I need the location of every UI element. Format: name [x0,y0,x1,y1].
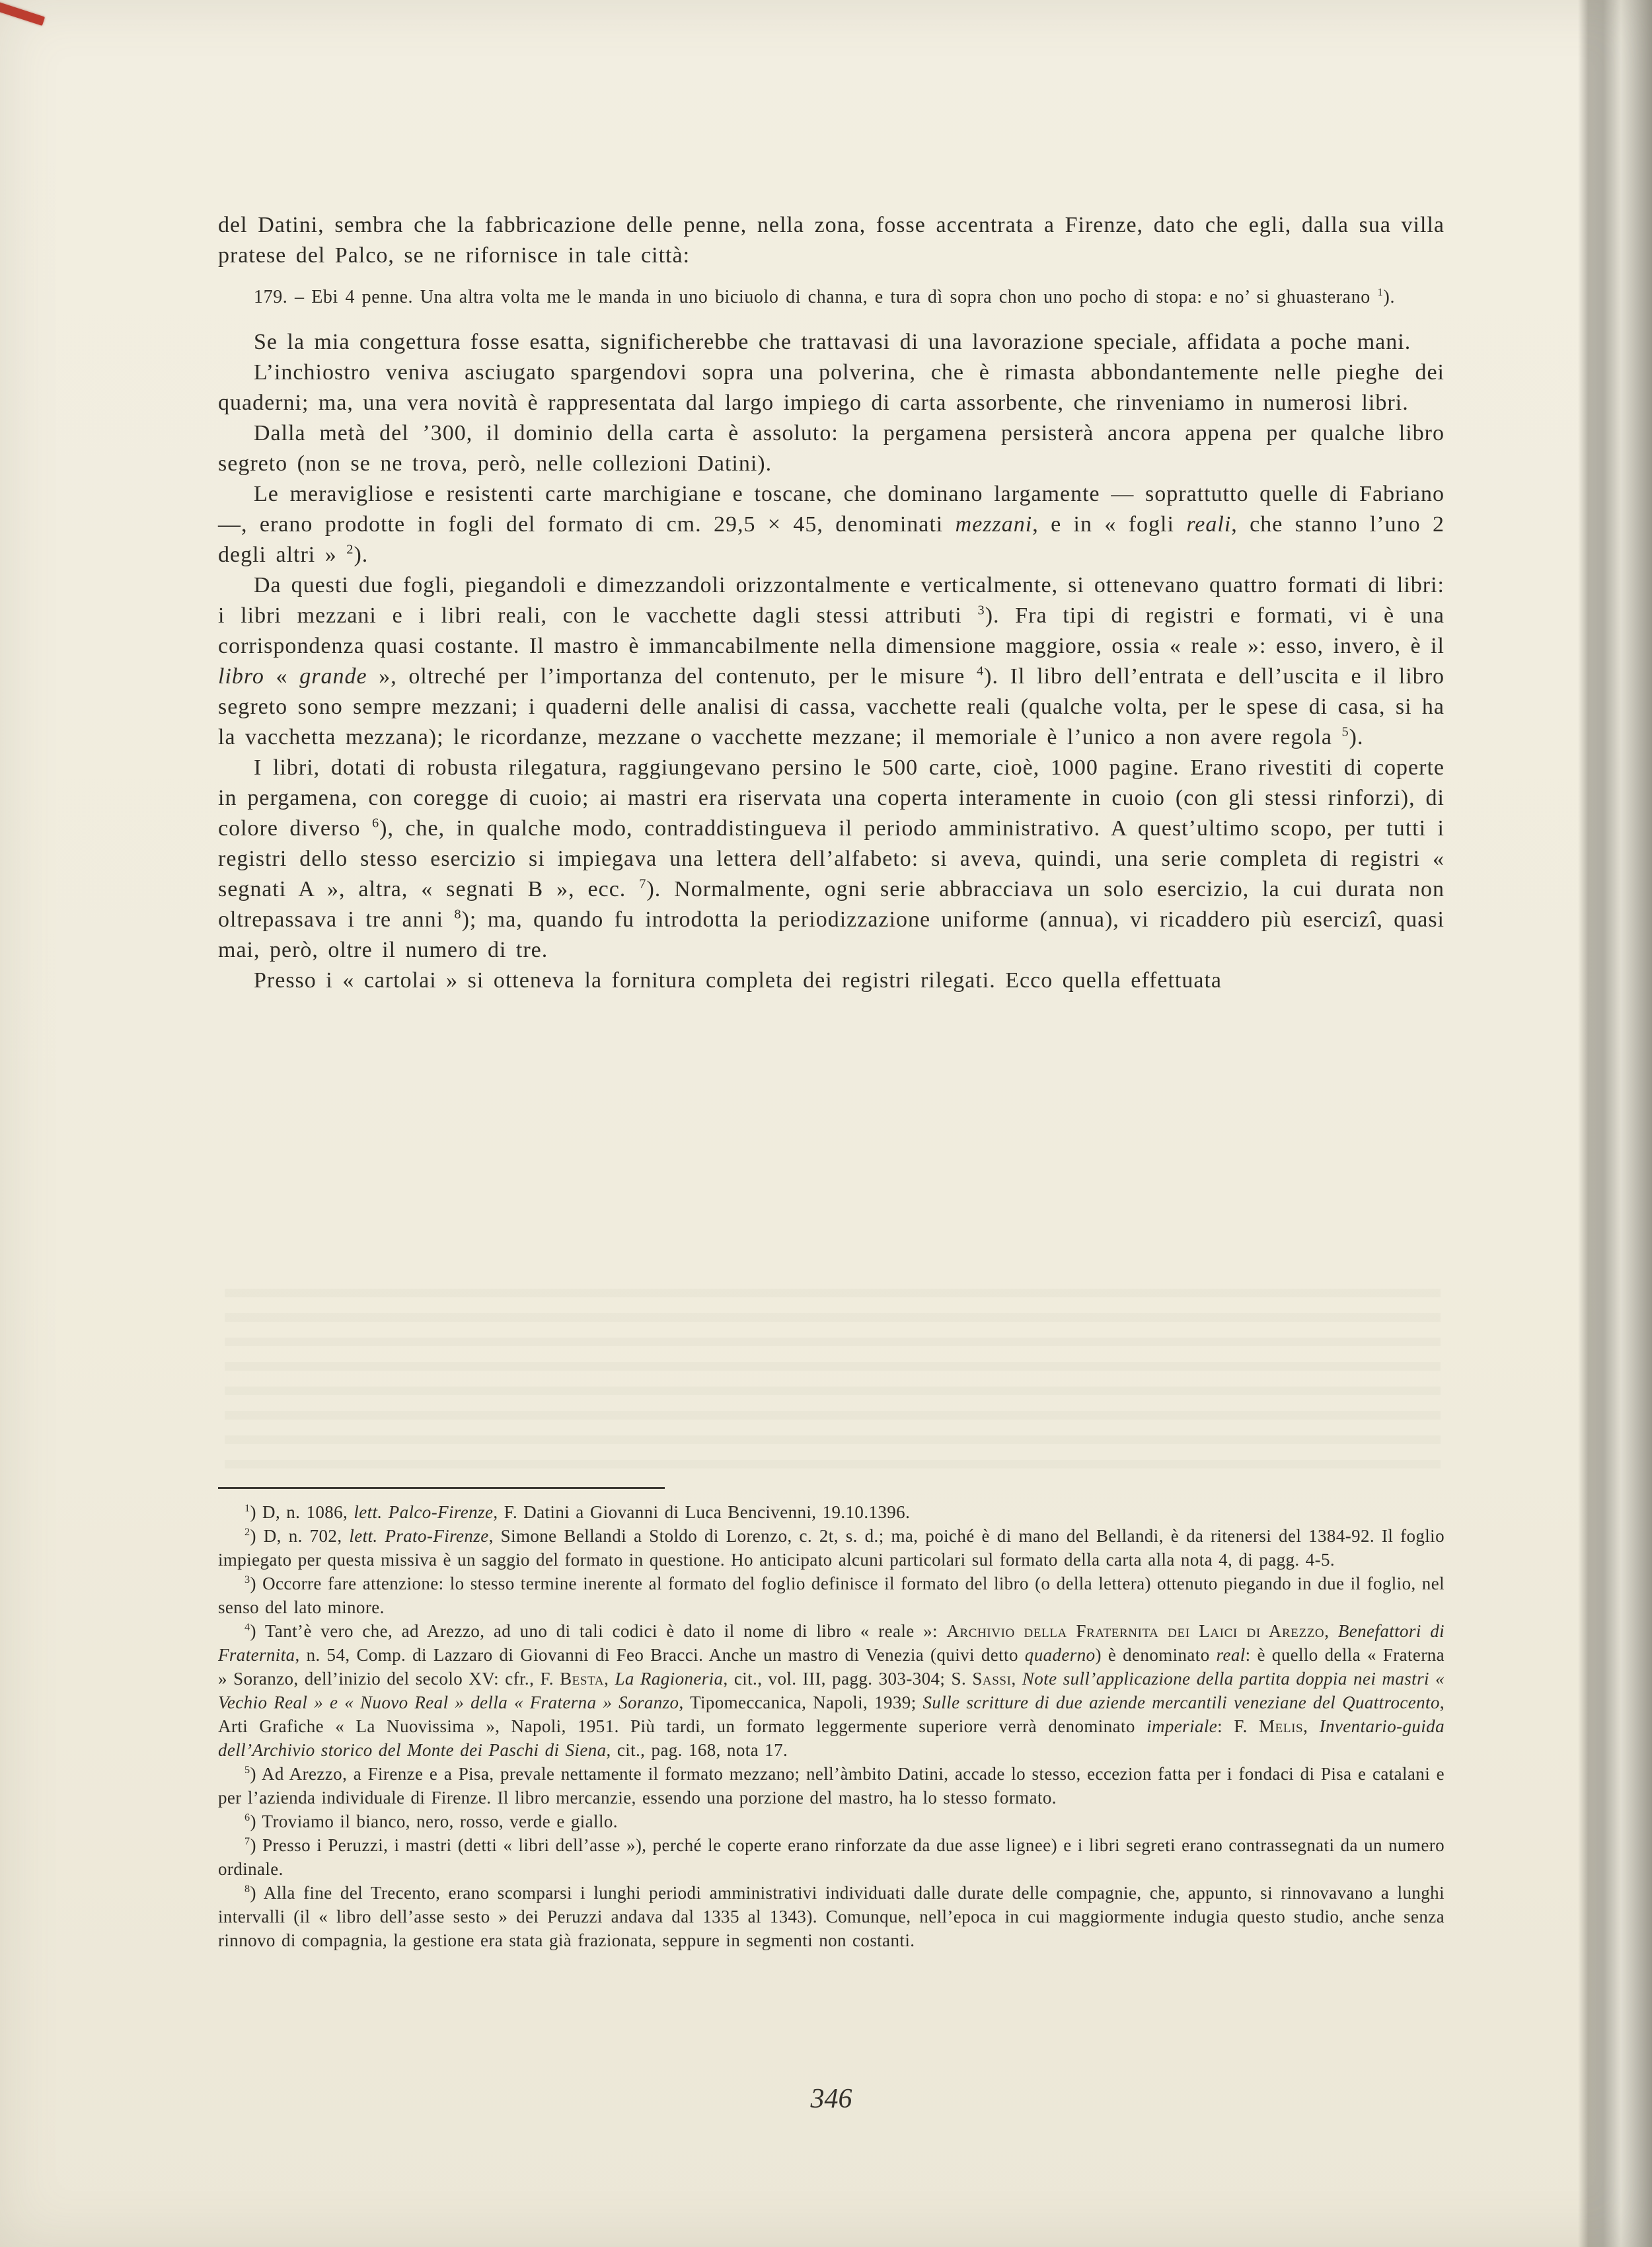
footnote-4 [218,1619,1445,1762]
text-run: , cit., vol. III, pagg. 303-304; S. [723,1669,973,1689]
text-run: ). [1349,725,1364,749]
text-run: », oltreché per l’importanza del contenuto, per le misure [367,664,977,689]
text-run: Note sull’applicazione della partita doppia nei mastri « Vechio Real » e « Nuovo Real » della « Fraterna » Soranzo [218,1669,1445,1712]
text-run: ) Presso i Peruzzi, i mastri (detti « libri dell’asse »), perché le coperte erano rinforzate da due asse lignee) e i libri segreti erano contrassegnati da un numero ordinale. [218,1835,1445,1879]
text-run: , e in « fogli [1032,512,1187,537]
text-run: , Simone Bellandi a Stoldo di Lorenzo, c. 2t, s. d.; ma, poiché è di mano del Bellandi, è da ritenersi del 1384-92. Il foglio impiegato per questa missiva è un saggio del formato in questione. Ho anticipato alcuni particolari sul formato della carta alla nota 4, di pagg. 4-5. [218,1526,1445,1570]
text-run: ) Troviamo il bianco, nero, rosso, verde e giallo. [250,1811,618,1831]
text-run: , cit., pag. 168, nota 17. [606,1740,788,1760]
text-run: grande [299,664,367,689]
text-run: reali [1186,512,1232,537]
text-run: lett. Prato-Firenze [349,1526,489,1546]
reverse-side-show-through [225,1289,1441,1477]
text-run: , [1324,1621,1338,1641]
text-run: , n. 54, Comp. di Lazzaro di Giovanni di Feo Bracci. Anche un mastro di Venezia (quivi detto [295,1645,1025,1665]
text-run: ) Ad Arezzo, a Firenze e a Pisa, prevale nettamente il formato mezzano; nell’àmbito Datini, accade lo stesso, eccezion fatta per i fondaci di Pisa e catalani e per l’azienda individuale di Firenze. Il libro mercanzie, essendo una porzione del mastro, ha lo stesso formato. [218,1764,1445,1808]
footnote-1 [218,1500,1445,1524]
footnote-reference: 8 [244,1883,250,1895]
paragraph [218,966,1445,996]
footnote-6 [218,1809,1445,1833]
text-run: , che stanno l’uno 2 degli altri » [218,512,1445,567]
footnote-reference: 6 [371,816,380,831]
text-run: Sulle scritture di due aziende mercantili veneziane del Quattrocento [922,1693,1440,1712]
text-run: ) D, n. 702, [250,1526,350,1546]
footnote-reference: 1 [1377,286,1384,299]
text-run: ) Tant’è vero che, ad Arezzo, ad uno di tali codici è dato il nome di libro « reale »: [250,1621,947,1641]
text-run: ). Fra tipi di registri e formati, vi è una corrispondenza quasi costante. Il mastro è immancabilmente nella dimensione maggiore, ossia « reale »: esso, invero, è il [218,603,1445,658]
footnote-7 [218,1833,1445,1881]
text-run: Dalla metà del ’300, il dominio della carta è assoluto: la pergamena persisterà ancora appena per qualche libro segreto (non se ne trova, però, nelle collezioni Datini). [218,421,1445,476]
text-run: ) è denominato [1095,1645,1217,1665]
text-run: : F. [1217,1716,1259,1736]
book-edge-scan-strip [1578,0,1652,2247]
text-run: ). Normalmente, ogni serie abbracciava un solo esercizio, la cui durata non oltrepassava i tre anni [218,877,1445,932]
text-run: ) D, n. 1086, [250,1502,354,1522]
footnote-reference: 3 [244,1574,250,1585]
text-run: lett. Palco-Firenze [354,1502,494,1522]
text-run: : è quello della « Fraterna » Soranzo, dell’inizio del secolo XV: cfr., F. [218,1645,1445,1689]
footnote-reference: 7 [244,1835,250,1847]
text-run: del Datini, sembra che la fabbricazione delle penne, nella zona, fosse accentrata a Firenze, dato che egli, dalla sua villa pratese del Palco, se ne rifornisce in tale città: [218,213,1445,268]
text-run: , [1011,1669,1022,1689]
footnote-2 [218,1524,1445,1572]
text-run: Se la mia congettura fosse esatta, significherebbe che trattavasi di una lavorazione speciale, affidata a poche mani. [254,330,1411,354]
text-run: ). [354,543,369,567]
paragraph [218,418,1445,479]
text-run: Archivio della Fraternita dei Laici di Arezzo [946,1621,1325,1641]
text-run: Melis [1259,1716,1304,1736]
footnote-reference: 7 [639,876,647,892]
text-run: ) Occorre fare attenzione: lo stesso termine inerente al formato del foglio definisce il formato del libro (o della lettera) ottenuto piegando in due il foglio, nel senso del lato minore. [218,1574,1445,1617]
footnote-reference: 2 [244,1526,250,1538]
quoted-source-179 [218,283,1445,311]
text-run: ) Alla fine del Trecento, erano scomparsi i lunghi periodi amministrativi individuati dalle durate delle compagnie, che, appunto, si rinnovavano a lunghi intervalli (il « libro dell’asse sesto » dei Peruzzi andava dal 1335 al 1343). Comunque, nell’epoca in cui maggiormente indugia questo studio, anche senza rinnovo di compagnia, la gestione era stata già frazionata, seppure in segmenti non costanti. [218,1883,1445,1950]
footnote-5 [218,1762,1445,1809]
text-run: Besta [560,1669,605,1689]
text-run: , Tipomeccanica, Napoli, 1939; [679,1693,923,1712]
text-run: mezzani [955,512,1033,537]
footnote-reference: 8 [454,907,462,922]
footnote-reference: 3 [977,603,985,618]
page-number: 346 [810,2084,852,2114]
footnote-reference: 1 [244,1502,250,1514]
text-run: La Ragioneria [615,1669,724,1689]
text-run: ). [1383,287,1396,307]
text-run: quaderno [1024,1645,1096,1665]
text-run: , [604,1669,615,1689]
text-run: libro [218,664,264,689]
text-run: 179. – Ebi 4 penne. Una altra volta me le manda in uno biciuolo di channa, e tura dì sopra chon uno pocho di stopa: e no’ si ghuasterano [254,287,1378,307]
footnote-reference: 6 [244,1811,250,1823]
paragraph [218,327,1445,358]
paragraph [218,570,1445,753]
text-run: « [264,664,300,689]
text-run: L’inchiostro veniva asciugato spargendovi sopra una polverina, che è rimasta abbondantemente nelle pieghe dei quaderni; ma, una vera novità è rappresentata dal largo impiego di carta assorbente, che rinveniamo in numerosi libri. [218,360,1445,415]
body-text-column [218,210,1445,996]
text-run: Le meravigliose e resistenti carte marchigiane e toscane, che dominano largamente — soprattutto quelle di Fabriano —, erano prodotte in fogli del formato di cm. 29,5 × 45, denominati [218,482,1445,537]
footnote-reference: 5 [244,1764,250,1776]
footnote-3 [218,1572,1445,1619]
text-run: , Arti Grafiche « La Nuovissima », Napoli, 1951. Più tardi, un formato leggermente superiore verrà denominato [218,1693,1445,1736]
paragraph-continuation [218,210,1445,271]
paragraph [218,753,1445,966]
footnotes-block [218,1500,1445,1952]
text-run: real [1216,1645,1246,1665]
text-run: , [1303,1716,1320,1736]
text-run: ); ma, quando fu introdotta la periodizzazione uniforme (annua), vi ricaddero più esercizî, quasi mai, però, oltre il numero di tre. [218,907,1445,962]
footnote-reference: 4 [244,1621,250,1633]
text-run: ), che, in qualche modo, contraddistingueva il periodo amministrativo. A quest’ultimo scopo, per tutti i registri dello stesso esercizio si impiegava una lettera dell’alfabeto: si aveva, quindi, una serie completa di registri « segnati A », altra, « segnati B », ecc. [218,816,1445,901]
red-corner-mark [0,1,45,26]
footnote-reference: 5 [1341,724,1349,740]
footnote-separator-rule [218,1487,665,1489]
text-run: I libri, dotati di robusta rilegatura, raggiungevano persino le 500 carte, cioè, 1000 pagine. Erano rivestiti di coperte in pergamena, con coregge di cuoio; ai mastri era riservata una coperta interamente in cuoio (con gli stessi rinforzi), di colore diverso [218,755,1445,841]
paragraph [218,479,1445,570]
text-run: ). Il libro dell’entrata e dell’uscita e il libro segreto sono sempre mezzani; i quaderni delle analisi di cassa, vacchette reali (qualche volta, per le spese di casa, si ha la vacchetta mezzana); le ricordanze, mezzane o vacchette mezzane; il memoriale è l’unico a non avere regola [218,664,1445,749]
text-run: Inventario-guida dell’Archivio storico del Monte dei Paschi di Siena [218,1716,1445,1760]
text-run: imperiale [1146,1716,1218,1736]
text-run: , F. Datini a Giovanni di Luca Bencivenni, 19.10.1396. [493,1502,911,1522]
footnote-reference: 4 [976,664,985,679]
footnote-8 [218,1881,1445,1952]
text-run: Benefattori di Fraternita [218,1621,1445,1665]
paragraph [218,358,1445,418]
text-run: Sassi [972,1669,1012,1689]
text-run: Presso i « cartolai » si otteneva la fornitura completa dei registri rilegati. Ecco quella effettuata [254,968,1222,993]
footnote-reference: 2 [346,542,354,557]
text-run: Da questi due fogli, piegandoli e dimezzandoli orizzontalmente e verticalmente, si ottenevano quattro formati di libri: i libri mezzani e i libri reali, con le vacchette dagli stessi attributi [218,573,1445,628]
